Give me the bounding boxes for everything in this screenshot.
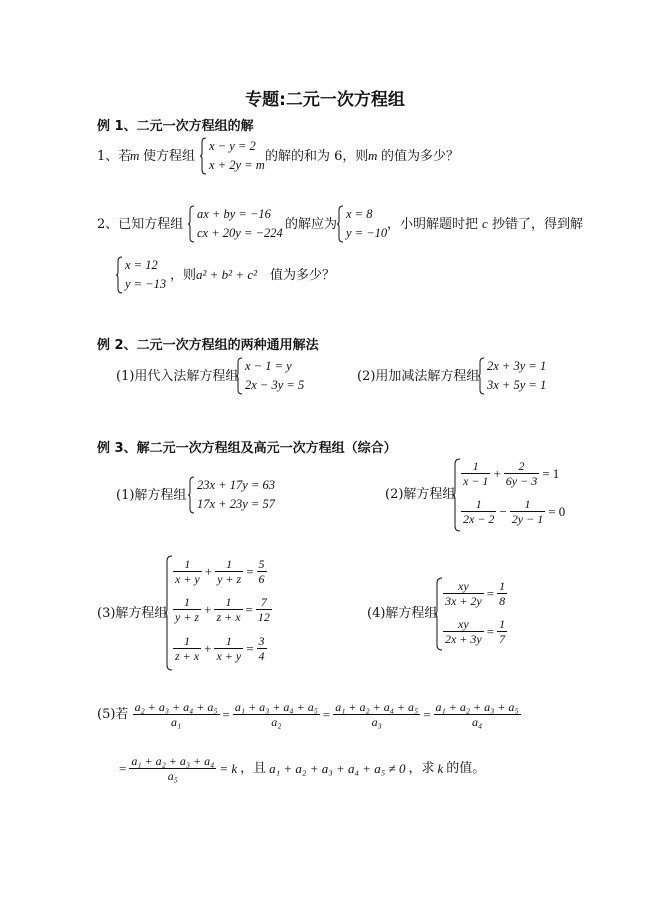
fraction: $\frac{1}{z + x}$ xyxy=(216,595,241,624)
ex3-p5-cond-expr: a₁ + a₂ + a₃ + a₄ + a₅ ≠ 0 xyxy=(269,760,406,776)
left-brace-icon xyxy=(435,577,443,651)
ex3-p2-row2: $\frac{1}{2x - 2}$ − $\frac{1}{2y - 1}$ = 0 xyxy=(463,497,566,526)
q2-suffix-b: 抄错了，得到解 xyxy=(492,217,584,232)
q1-suffix-b: 的值为多少？ xyxy=(381,149,460,164)
q2-prefix: 2、已知方程组 xyxy=(97,217,184,232)
ex3-p3-label: (3)解方程组 xyxy=(97,606,168,621)
ex2-p1-eq1: x − 1 = y xyxy=(245,359,292,373)
q1-suffix-a: 的解的和为 6，则 xyxy=(265,149,369,164)
page-title: 专题:二元一次方程组 xyxy=(245,90,405,110)
q2-suffix-a: ，小明解题时把 xyxy=(387,217,479,232)
q1-prefix: 1、若 xyxy=(97,149,132,164)
fraction: $\frac{1}{2y - 1}$ xyxy=(511,497,544,526)
ex1-question-1 xyxy=(97,137,557,177)
fraction: $\frac{\text{a₁ + a₂ + a₃ + a₄}}{\text{a₅}}$ xyxy=(131,754,215,783)
ex3-p3-row1: $\frac{1}{x + y}$ + $\frac{1}{y + z}$ = $\frac{5}{6}$ xyxy=(175,557,265,586)
ex3-p4-label: (4)解方程组 xyxy=(367,606,438,621)
fraction: $\frac{1}{z + x}$ xyxy=(175,634,200,663)
q2-wrong2: y = −13 xyxy=(125,277,167,291)
left-brace-icon xyxy=(478,357,485,395)
q2-sol2: y = −10 xyxy=(346,226,388,240)
q2-ask-a: ，则 xyxy=(170,268,197,283)
ex3-p4-row2: $\frac{xy}{2x + 3y}$ = $\frac{1}{7}$ xyxy=(445,617,506,646)
ex3-problem-2 xyxy=(385,458,585,534)
q2-eq1: ax + by = −16 xyxy=(197,207,271,221)
ex3-heading: 例 3、解二元一次方程组及高元一次方程组（综合） xyxy=(97,441,397,456)
q1-eq2: x + 2y = m xyxy=(209,158,265,172)
q2-var-c: c xyxy=(482,216,488,231)
ex2-problem-1 xyxy=(116,357,316,397)
ex3-p5-label: (5)若 xyxy=(97,706,129,722)
left-brace-icon xyxy=(116,256,123,294)
ex3-p1-eq2: 17x + 23y = 57 xyxy=(197,497,275,511)
ex3-problem-5-line2: = $\frac{\text{a₁ + a₂ + a₃ + a₄}}{\text{a₅}}$ = k ，且 a₁ + a₂ + a₃ + a₄ + a₅ ≠ 0 ，求 k 的值。 xyxy=(119,754,486,783)
left-brace-icon xyxy=(453,458,461,532)
ex2-p2-label: (2)用加减法解方程组 xyxy=(357,369,480,384)
fraction: $\frac{7}{12}$ xyxy=(257,595,270,624)
q2-eq2: cx + 20y = −224 xyxy=(197,226,283,240)
fraction: $\frac{1}{8}$ xyxy=(499,579,506,608)
fraction: $\frac{1}{y + z}$ xyxy=(217,557,242,586)
q1-var-m: m xyxy=(130,148,140,163)
ex3-problem-1 xyxy=(116,476,296,516)
ex3-p2-label: (2)解方程组 xyxy=(385,487,456,502)
fraction: $\frac{xy}{2x + 3y}$ xyxy=(445,617,482,646)
ex3-p4-row1: $\frac{xy}{3x + 2y}$ = $\frac{1}{8}$ xyxy=(445,579,506,608)
ex3-p3-row2: $\frac{1}{y + z}$ + $\frac{1}{z + x}$ = $\frac{7}{12}$ xyxy=(175,595,270,624)
left-brace-icon xyxy=(165,555,173,671)
q1-var-m2: m xyxy=(368,148,378,163)
ex3-p5-cond-c: 的值。 xyxy=(446,760,486,776)
ex2-heading: 例 2、二元一次方程组的两种通用解法 xyxy=(97,338,319,353)
q2-sol1: x = 8 xyxy=(346,207,373,221)
ex3-p5-var-k: k xyxy=(437,760,444,776)
ex3-problem-5-line1: (5)若 $\frac{\text{a₂ + a₃ + a₄ + a₅}}{\text{a₁}}$ = $\frac{\text{a₁ + a₃ + a₄ + a₅}}{\text{a₂}}$ = $\frac{\text{a₁ + a₂ + a₄ + a₅}}{\text{a₃}}$ = $\frac{\text{a₁ + a₂ + a₃ + a₅}}{\text{a₄}}$ xyxy=(97,700,519,729)
ex3-p1-eq1: 23x + 17y = 63 xyxy=(197,478,275,492)
fraction: $\frac{\text{a₁ + a₂ + a₄ + a₅}}{\text{a₃}}$ xyxy=(335,700,419,729)
q2-ask-b: 值为多少？ xyxy=(270,268,336,283)
fraction: $\frac{xy}{3x + 2y}$ xyxy=(445,579,482,608)
fraction: $\frac{\text{a₁ + a₃ + a₄ + a₅}}{\text{a₂}}$ xyxy=(234,700,318,729)
ex2-p2-system xyxy=(478,357,558,397)
fraction: $\frac{1}{2x - 2}$ xyxy=(463,497,495,526)
fraction: $\frac{1}{y + z}$ xyxy=(175,595,200,624)
left-brace-icon xyxy=(188,476,195,514)
q2-wrong-solution xyxy=(116,256,176,296)
left-brace-icon xyxy=(337,205,344,243)
ex3-p2-row1: $\frac{1}{x - 1}$ + $\frac{2}{6y - 3}$ = 1 xyxy=(463,459,560,488)
ex3-p5-cond-a: ，且 xyxy=(240,760,267,776)
fraction: $\frac{1}{7}$ xyxy=(499,617,506,646)
q2-mid: 的解应为 xyxy=(285,217,338,232)
ex1-question-2-cont xyxy=(116,256,416,296)
q2-ask-expr: a² + b² + c² xyxy=(196,267,258,282)
left-brace-icon xyxy=(200,137,207,175)
fraction: $\frac{1}{x + y}$ xyxy=(216,634,242,663)
ex2-p1-label: (1)用代入法解方程组 xyxy=(116,369,239,384)
ex2-problem-2 xyxy=(357,357,557,397)
ex3-problem-4 xyxy=(367,577,567,653)
q1-system xyxy=(200,137,270,177)
ex2-p1-eq2: 2x − 3y = 5 xyxy=(245,378,305,392)
ex3-problem-3 xyxy=(97,555,297,675)
q1-eq1: x − y = 2 xyxy=(209,139,256,153)
ex1-question-2 xyxy=(97,205,584,245)
q2-wrong1: x = 12 xyxy=(125,258,158,272)
ex3-p5-cond-b: ，求 xyxy=(408,760,435,776)
ex2-p2-eq1: 2x + 3y = 1 xyxy=(487,359,547,373)
ex3-p5-k-eq: = k xyxy=(219,760,238,776)
ex3-p3-row3: $\frac{1}{z + x}$ + $\frac{1}{x + y}$ = $\frac{3}{4}$ xyxy=(175,634,265,663)
fraction: $\frac{5}{6}$ xyxy=(258,557,265,586)
left-brace-icon xyxy=(236,357,243,395)
fraction: $\frac{1}{x + y}$ xyxy=(175,557,200,586)
ex1-heading: 例 1、二元一次方程组的解 xyxy=(97,119,254,134)
ex3-p1-label: (1)解方程组 xyxy=(116,488,187,503)
q2-system xyxy=(188,205,286,245)
fraction: $\frac{1}{x - 1}$ xyxy=(463,459,489,488)
q1-mid: 使方程组 xyxy=(143,149,196,164)
ex2-p1-system xyxy=(236,357,316,397)
fraction: $\frac{2}{6y - 3}$ xyxy=(505,459,538,488)
fraction: $\frac{\text{a₂ + a₃ + a₄ + a₅}}{\text{a₁}}$ xyxy=(134,700,218,729)
ex2-p2-eq2: 3x + 5y = 1 xyxy=(487,378,547,392)
fraction: $\frac{\text{a₁ + a₂ + a₃ + a₅}}{\text{a₄}}$ xyxy=(435,700,519,729)
ex3-p1-system xyxy=(188,476,288,516)
fraction: $\frac{3}{4}$ xyxy=(258,634,265,663)
left-brace-icon xyxy=(188,205,195,243)
